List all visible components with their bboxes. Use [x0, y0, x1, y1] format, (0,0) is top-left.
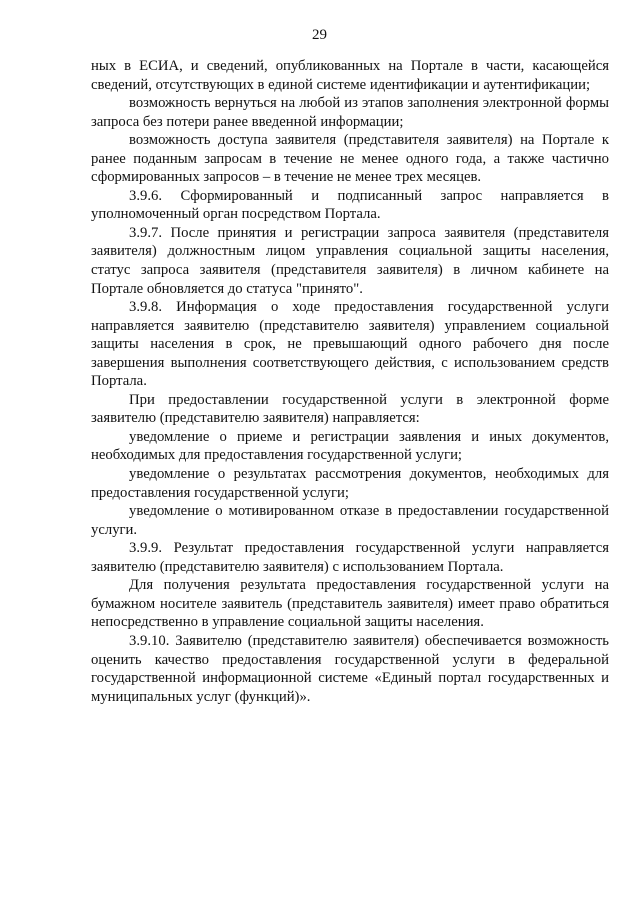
paragraph-3-9-7: 3.9.7. После принятия и регистрации запроса заявителя (представителя заявителя) должностным лицом управления социальной защиты населения, статус запроса заявителя (представителя заявителя) в личном кабинете на Портале обновляется до статуса "принято".	[91, 224, 609, 297]
document-body	[91, 57, 609, 706]
paragraph-access-to-requests: возможность доступа заявителя (представителя заявителя) на Портале к ранее поданным запросам в течение не менее одного года, а также частично сформированных запросов – в течение не менее трех месяцев.	[91, 132, 609, 186]
paragraph-electronic-notifications: При предоставлении государственной услуги в электронной форме заявителю (представителю заявителя) направляется:	[91, 391, 609, 427]
paragraph-paper-result: Для получения результата предоставления государственной услуги на бумажном носителе заявитель (представитель заявителя) имеет право обратиться непосредственно в управление социальной защиты населения.	[91, 577, 609, 631]
paragraph-3-9-9: 3.9.9. Результат предоставления государственной услуги направляется заявителю (представителю заявителя) с использованием Портала.	[91, 540, 609, 575]
paragraph-notice-receipt: уведомление о приеме и регистрации заявления и иных документов, необходимых для предоставления государственной услуги;	[91, 428, 609, 464]
paragraph-3-9-8: 3.9.8. Информация о ходе предоставления государственной услуги направляется заявителю (представителю заявителя) управлением социальной защиты населения в срок, не превышающий одного рабочего дня после завершения выполнения соответствующего действия, с использованием средств Портала.	[91, 299, 609, 390]
page-number: 29	[312, 27, 327, 43]
paragraph-return-to-step: возможность вернуться на любой из этапов заполнения электронной формы запроса без потери ранее введенной информации;	[91, 95, 609, 130]
paragraph-3-9-10: 3.9.10. Заявителю (представителю заявителя) обеспечивается возможность оценить качество предоставления государственной услуги в федеральной государственной информационной системе «Единый портал государственных и муниципальных услуг (функций)».	[91, 632, 609, 705]
paragraph-3-9-6: 3.9.6. Сформированный и подписанный запрос направляется в уполномоченный орган посредством Портала.	[91, 187, 609, 223]
paragraph-notice-results: уведомление о результатах рассмотрения документов, необходимых для предоставления государственной услуги;	[91, 466, 609, 501]
paragraph-notice-refusal: уведомление о мотивированном отказе в предоставлении государственной услуги.	[91, 503, 609, 538]
paragraph-continuation: ных в ЕСИА, и сведений, опубликованных на Портале в части, касающейся сведений, отсутствующих в единой системе идентификации и аутентификации;	[91, 58, 609, 93]
